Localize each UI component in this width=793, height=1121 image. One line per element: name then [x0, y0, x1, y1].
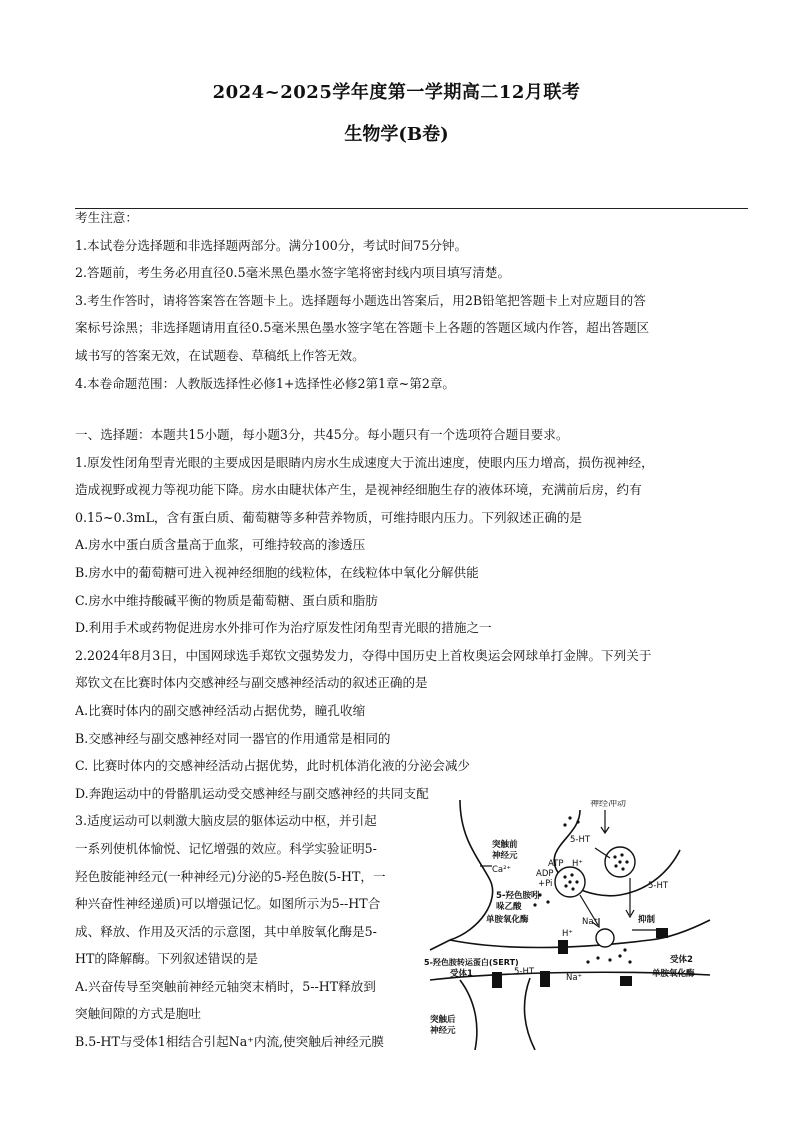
label-na-bottom: Na⁺ — [566, 973, 583, 983]
option-c: C.房水中维持酸碱平衡的物质是葡萄糖、蛋白质和脂肪 — [75, 592, 378, 608]
notice-line: 1.本试卷分选择题和非选择题两部分。满分100分，考试时间75分钟。 — [75, 237, 468, 253]
question-1 — [75, 449, 748, 642]
label-atp: ATP — [548, 859, 564, 869]
option-d: D.奔跑运动中的骨骼肌运动受交感神经与副交感神经的共同支配 — [75, 785, 429, 801]
notice-heading: 考生注意： — [75, 210, 138, 225]
label-post2: 神经元 — [430, 1026, 456, 1036]
notice-line: 2.答题前，考生务必用直径0.5毫米黑色墨水签字笔将密封线内项目填写清楚。 — [75, 265, 511, 281]
label-ht-bottom: 5-HT — [514, 967, 535, 977]
vesicle-fusing — [596, 929, 614, 947]
question-stem: HT的降解酶。下列叙述错误的是 — [75, 951, 259, 967]
option-b: B.房水中的葡萄糖可进入视神经细胞的线粒体，在线粒体中氧化分解供能 — [75, 564, 479, 580]
receptor-1-shape — [492, 972, 502, 988]
label-receptor2: 受体2 — [670, 955, 693, 965]
label-mao-right: 单胺氧化酶 — [652, 969, 695, 979]
question-stem: 2.2024年8月3日，中国网球选手郑钦文强势发力，夺得中国历史上首枚奥运会网球单打金牌。下列关于 — [75, 647, 652, 663]
label-adp: ADP — [536, 869, 554, 879]
label-hplus-bottom: H⁺ — [562, 929, 573, 939]
label-receptor1: 受体1 — [450, 969, 473, 979]
label-ca: Ca²⁺ — [492, 865, 512, 875]
option-d: D.利用手术或药物促进房水外排可作为治疗原发性闭角型青光眼的措施之一 — [75, 620, 492, 636]
question-2 — [75, 642, 748, 808]
option-b: B.交感神经与副交感神经对同一器官的作用通常是相同的 — [75, 730, 391, 746]
notice-line: 域书写的答案无效，在试题卷、草稿纸上作答无效。 — [75, 347, 365, 363]
receptor-1-shape-b — [540, 971, 550, 987]
question-3 — [75, 807, 423, 1055]
label-pi: +Pi — [538, 879, 553, 889]
label-ht-right: 5-HT — [648, 881, 669, 891]
synapse-diagram — [420, 800, 720, 1050]
notice-line: 4.本卷命题范围：人教版选择性必修1+选择性必修2第1章~第2章。 — [75, 375, 456, 391]
label-pre1: 突触前 — [492, 840, 518, 850]
option-a: A.比赛时体内的副交感神经活动占据优势，瞳孔收缩 — [75, 702, 366, 718]
sert-shape — [558, 940, 568, 954]
label-na-mid: Na⁺ — [582, 917, 599, 927]
label-ht-top: 5-HT — [570, 835, 591, 845]
label-mao-left: 单胺氧化酶 — [486, 915, 529, 925]
question-stem: 成、释放、作用及灭活的示意图，其中单胺氧化酶是5- — [75, 923, 377, 939]
section-heading: 一、选择题：本题共15小题，每小题3分，共45分。每小题只有一个选项符合题目要求。 — [75, 427, 569, 442]
notice-line: 案标号涂黑；非选择题请用直径0.5毫米黑色墨水签字笔在答题卡上各题的答题区域内作答，超出答题区 — [75, 320, 650, 336]
question-stem: 0.15~0.3mL，含有蛋白质、葡萄糖等多种营养物质，可维持眼内压力。下列叙述正确的是 — [75, 509, 583, 525]
label-impulse: 神经冲动 — [590, 800, 627, 809]
label-trp1: 5-羟色胺吲 — [496, 891, 540, 901]
option-a: A.房水中蛋白质含量高于血浆，可维持较高的渗透压 — [75, 537, 366, 553]
exam-title: 2024~2025学年度第一学期高二12月联考 — [212, 82, 581, 103]
notice-line: 3.考生作答时，请将答案答在答题卡上。选择题每小题选出答案后，用2B铅笔把答题卡上对应题目的答 — [75, 292, 646, 308]
label-sert: 5-羟色胺转运蛋白(SERT) — [424, 958, 519, 967]
question-stem: 种兴奋性神经递质)可以增强记忆。如图所示为5--HT合 — [75, 896, 381, 912]
question-stem: 郑钦文在比赛时体内交感神经与副交感神经活动的叙述正确的是 — [75, 675, 428, 691]
label-inhibit: 抑制 — [638, 915, 656, 925]
notice-block — [75, 204, 748, 397]
label-hplus-top: H⁺ — [572, 859, 583, 869]
mao-right-shape — [620, 976, 632, 986]
label-post1: 突触后 — [430, 1015, 456, 1025]
option-a: A.兴奋传导至突触前神经元轴突末梢时，5--HT释放到 — [75, 978, 376, 994]
postsynaptic-neuron — [460, 978, 535, 1050]
question-stem: 一系列使机体愉悦、记忆增强的效应。科学实验证明5- — [75, 840, 377, 856]
exam-subtitle: 生物学(B卷) — [344, 124, 449, 145]
receptor-2-shape — [656, 928, 668, 938]
presynaptic-membrane — [430, 800, 493, 950]
question-stem: 造成视野或视力等视功能下降。房水由睫状体产生，是视神经细胞生存的液体环境，充满前后房，约有 — [75, 482, 642, 498]
question-stem: 3.适度运动可以刺激大脑皮层的躯体运动中枢，并引起 — [75, 813, 377, 829]
question-stem: 1.原发性闭角型青光眼的主要成因是眼睛内房水生成速度大于流出速度，使眼内压力增高，损伤视神经， — [75, 454, 654, 470]
option-c: C. 比赛时体内的交感神经活动占据优势，此时机体消化液的分泌会减少 — [75, 758, 471, 774]
question-stem: 羟色胺能神经元(一种神经元)分泌的5-羟色胺(5-HT，一 — [75, 868, 386, 884]
option-b: B.5-HT与受体1相结合引起Na⁺内流,使突触后神经元膜 — [75, 1034, 384, 1050]
label-trp2: 哚乙酸 — [496, 902, 522, 912]
option-a-cont: 突触间隙的方式是胞吐 — [75, 1006, 201, 1022]
label-pre2: 神经元 — [492, 851, 518, 861]
